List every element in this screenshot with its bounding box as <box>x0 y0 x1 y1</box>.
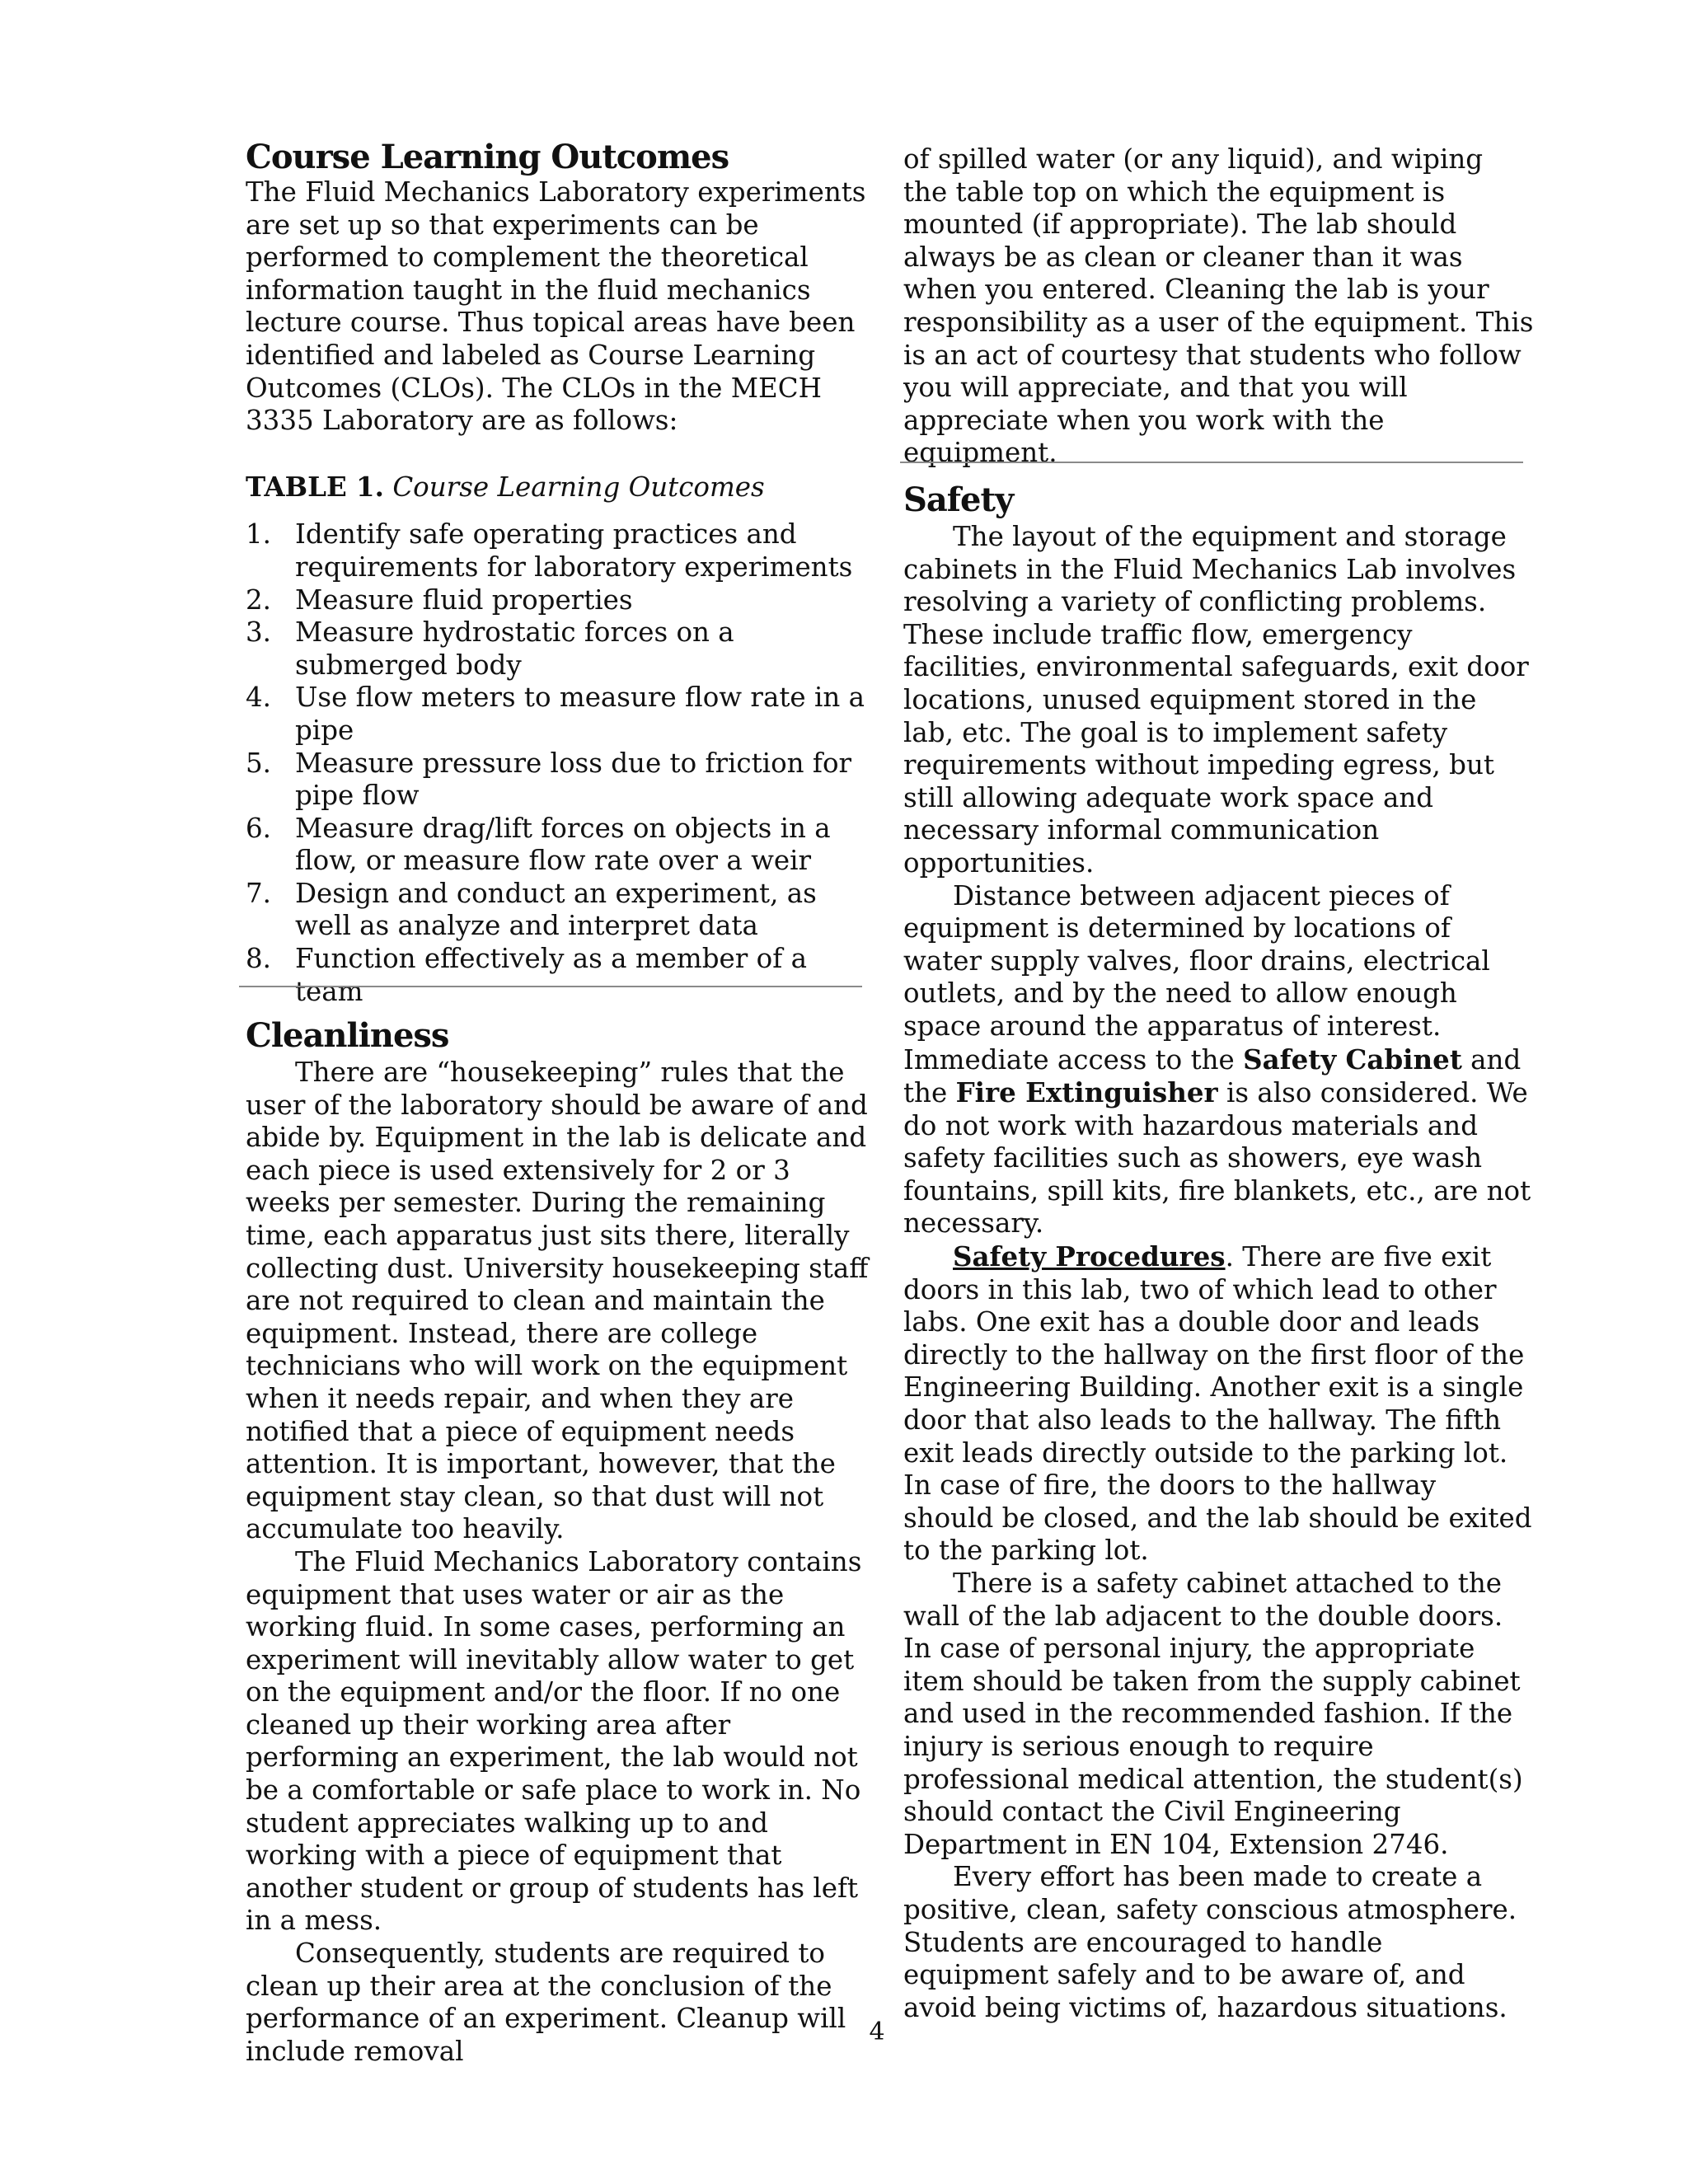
safety-cabinet-term: Safety Cabinet <box>1243 1043 1462 1076</box>
safety-text: is also considered. We do not work with hazardous materials and safety facilities such as showers, eye wash fountains, spill kits, fire blankets, etc., are not necessary. <box>903 1077 1531 1240</box>
cleanliness-paragraph: The Fluid Mechanics Laboratory contains equipment that uses water or air as the working fluid. In some cases, performing an experiment will inevitably allow water to get on the equipment and/or the floor. If no one cleaned up their working area after performing an experiment, the lab would not be a comfortable or safe place to work in. No student appreciates walking up to and working with a piece of equipment that another student or group of students has left in a mess. <box>246 1545 862 1937</box>
fire-extinguisher-term: Fire Extinguisher <box>955 1076 1218 1109</box>
clo-item-text: Use flow meters to measure flow rate in a pipe <box>295 682 865 746</box>
clo-item <box>246 813 876 878</box>
left-column <box>246 138 876 1008</box>
safety-paragraph: There is a safety cabinet attached to the wall of the lab adjacent to the double doors. In case of personal injury, the appropriate item should be taken from the supply cabinet and used in the recommended fashion. If the injury is serious enough to require professional medical attention, the student(s) should contact the Civil Engineering Department in EN 104, Extension 2746. <box>903 1568 1523 1860</box>
clo-item-text: Design and conduct an experiment, as well as analyze and interpret data <box>295 877 817 942</box>
clo-item <box>246 748 876 813</box>
clo-heading: Course Learning Outcomes <box>246 138 729 176</box>
safety-text: . There are five exit doors in this lab, two of which lead to other labs. One exit has a double door and leads directly to the hallway on the first floor of the Engineering Building. Another exit is a single door that also leads to the hallway. The fifth exit leads directly outside to the parking lot. In case of fire, the doors to the hallway should be closed, and the lab should be exited to the parking lot. <box>903 1241 1532 1567</box>
clo-item-number: 8. <box>246 943 272 975</box>
clo-list <box>246 518 876 1008</box>
safety-text: and the <box>903 1043 1522 1109</box>
clo-item-number: 6. <box>246 812 272 844</box>
clo-item <box>246 878 876 943</box>
clo-item-text: Measure pressure loss due to friction for pipe flow <box>295 747 852 812</box>
clo-item <box>246 518 876 583</box>
table-caption <box>246 471 876 504</box>
clo-intro-paragraph: The Fluid Mechanics Laboratory experiments are set up so that experiments can be performed to complement the theoretical information taught in the fluid mechanics lecture course. Thus topical areas have been identified and labeled as Course Learning Outcomes (CLOs). The CLOs in the MECH 3335 Laboratory are as follows: <box>246 176 866 437</box>
clo-item-text: Function effectively as a member of a team <box>295 943 807 1007</box>
clo-item-text: Measure hydrostatic forces on a submerged body <box>295 616 734 681</box>
safety-paragraph <box>903 880 1534 1241</box>
clo-item-text: Measure fluid properties <box>295 583 633 616</box>
safety-section <box>903 481 1534 2024</box>
cleanliness-section <box>246 1017 876 2068</box>
clo-item <box>246 943 876 1008</box>
clo-item-number: 4. <box>246 682 272 714</box>
clo-item-number: 1. <box>246 518 272 551</box>
safety-text: Distance between adjacent pieces of equipment is determined by locations of water supply valves, floor drains, electrical outlets, and by the need to allow enough space around the apparatus of interest. Immediate access to the <box>903 879 1490 1076</box>
clo-item-number: 5. <box>246 747 272 779</box>
clo-item <box>246 616 876 682</box>
safety-paragraph <box>903 1240 1534 1568</box>
safety-procedures-label: Safety Procedures <box>953 1240 1226 1273</box>
clo-item-text: Identify safe operating practices and requirements for laboratory experiments <box>295 518 853 583</box>
clo-item-number: 2. <box>246 583 272 616</box>
table-title: Course Learning Outcomes <box>392 471 765 503</box>
section-divider <box>239 986 862 987</box>
cleanliness-paragraph: There are “housekeeping” rules that the user of the laboratory should be aware of and abide by. Equipment in the lab is delicate and each piece is used extensively for 2 or 3 weeks per semester. During the remaining time, each apparatus just sits there, literally collecting dust. University housekeeping staff are not required to clean and maintain the equipment. Instead, there are college technicians who will work on the equipment when it needs repair, and when they are notified that a piece of equipment needs attention. It is important, however, that the equipment stay clean, so that dust will not accumulate too heavily. <box>246 1057 869 1545</box>
section-divider <box>900 462 1523 463</box>
clo-item-number: 3. <box>246 616 272 649</box>
cleanliness-continuation: of spilled water (or any liquid), and wiping the table top on which the equipment is mounted (if appropriate). The lab should always be as clean or cleaner than it was when you entered. Cleaning the lab is your responsibility as a user of the equipment. This is an act of courtesy that students who follow you will appreciate, and that you will appreciate when you work with the equipment. <box>903 143 1534 469</box>
clo-item <box>246 584 876 617</box>
clo-item <box>246 682 876 747</box>
cleanliness-heading: Cleanliness <box>246 1016 449 1055</box>
page-number: 4 <box>869 2018 885 2046</box>
safety-paragraph: Every effort has been made to create a positive, clean, safety conscious atmosphere. Students are encouraged to handle equipment safely and to be aware of, and avoid being victims of, hazardous situations. <box>903 1861 1517 2023</box>
safety-paragraph: The layout of the equipment and storage cabinets in the Fluid Mechanics Lab involves resolving a variety of conflicting problems. These include traffic flow, emergency facilities, environmental safeguards, exit door locations, unused equipment stored in the lab, etc. The goal is to implement safety requirements without impeding egress, but still allowing adequate work space and necessary informal communication opportunities. <box>903 521 1529 879</box>
safety-heading: Safety <box>903 480 1014 519</box>
clo-item-text: Measure drag/lift forces on objects in a flow, or measure flow rate over a weir <box>295 812 831 877</box>
cleanliness-paragraph: Consequently, students are required to clean up their area at the conclusion of the performance of an experiment. Cleanup will include removal <box>246 1938 846 2067</box>
right-column <box>903 143 1534 470</box>
clo-item-number: 7. <box>246 877 272 909</box>
table-label: TABLE 1. <box>246 470 384 503</box>
